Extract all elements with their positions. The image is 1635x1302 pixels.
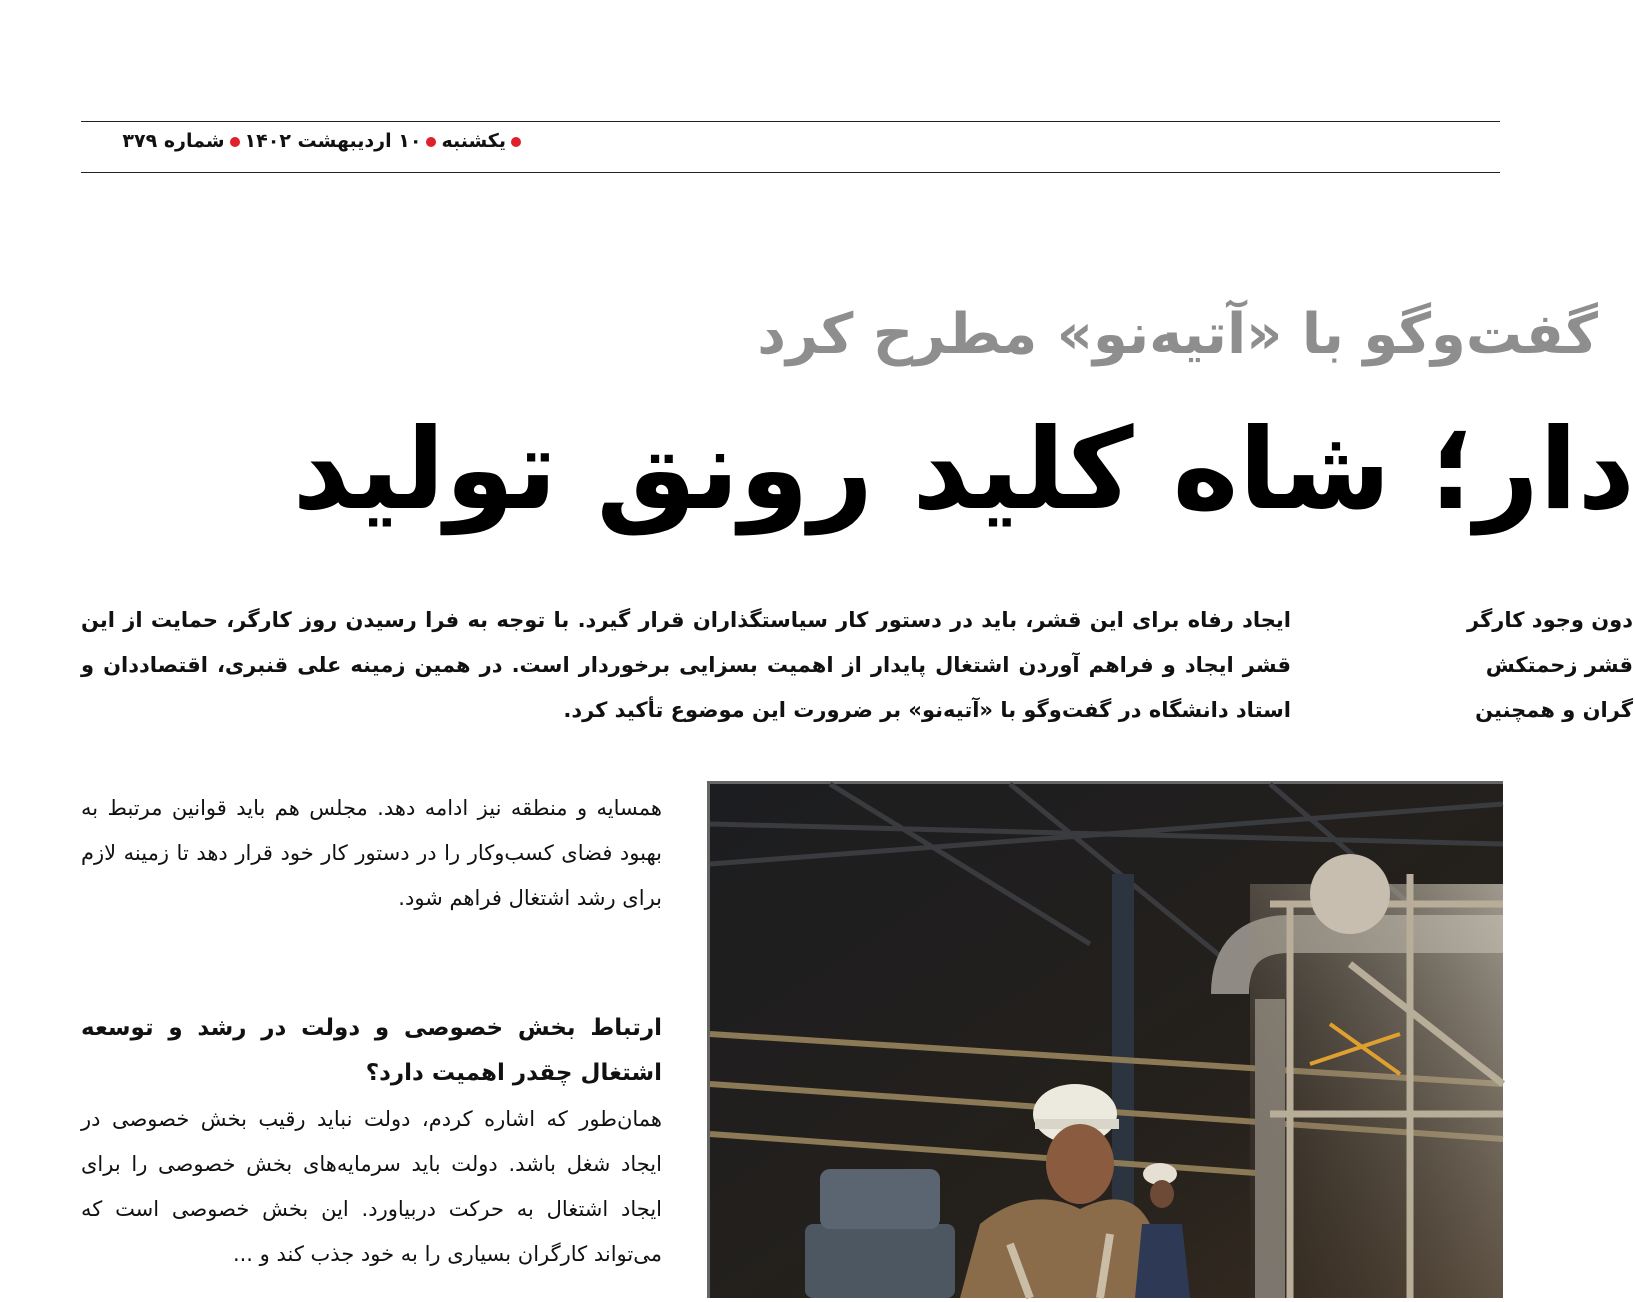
interview-question: ارتباط بخش خصوصی و دولت در رشد و توسعه اشتغال چقدر اهمیت دارد؟ <box>81 1015 662 1086</box>
lead-right-line: دون وجود کارگر <box>1467 608 1633 632</box>
red-bullet-icon <box>511 137 521 147</box>
lead-right-line: گران و همچنین <box>1475 698 1633 722</box>
lead-right-column <box>1333 598 1633 733</box>
article-lead: ایجاد رفاه برای این قشر، باید در دستور کار سیاستگذاران قرار گیرد. با توجه به فرا رسیدن روز کارگر، حمایت از این قشر ایجاد و فراهم آوردن اشتغال پایدار از اهمیت بسزایی برخوردار است. در همین زمینه علی قنبری، اقتصاددان و استاد دانشگاه در گفت‌وگو با «آتیه‌نو» بر ضرورت این موضوع تأکید کرد. <box>81 608 1291 722</box>
issue-number: شماره ۳۷۹ <box>122 130 225 152</box>
header-top-rule <box>81 121 1500 122</box>
weekday: یکشنبه <box>441 130 506 152</box>
issue-date: ۱۰ اردیبهشت ۱۴۰۲ <box>244 130 422 152</box>
body-paragraph: همان‌طور که اشاره کردم، دولت نباید رقیب بخش خصوصی در ایجاد شغل باشد. دولت باید سرمایه‌های بخش خصوصی را برای ایجاد اشتغال به حرکت دربیاورد. این بخش خصوصی است که می‌تواند کارگران بسیاری را به خود جذب کند و ... <box>81 1107 662 1266</box>
article-headline: دار؛ شاه کلید رونق تولید <box>292 405 1635 535</box>
header-bottom-rule <box>81 172 1500 173</box>
issue-dateline <box>81 130 526 152</box>
body-paragraph: همسایه و منطقه نیز ادامه دهد. مجلس هم باید قوانین مرتبط به بهبود فضای کسب‌وکار را در دستور کار خود قرار دهد تا زمینه لازم برای رشد اشتغال فراهم شود. <box>81 796 662 910</box>
red-bullet-icon <box>230 137 240 147</box>
article-photo <box>707 781 1503 1298</box>
article-kicker: گفت‌وگو با «آتیه‌نو» مطرح کرد <box>757 302 1598 367</box>
industrial-worker-photo <box>710 784 1503 1298</box>
red-bullet-icon <box>426 137 436 147</box>
lead-right-line: قشر زحمتکش <box>1485 653 1633 677</box>
